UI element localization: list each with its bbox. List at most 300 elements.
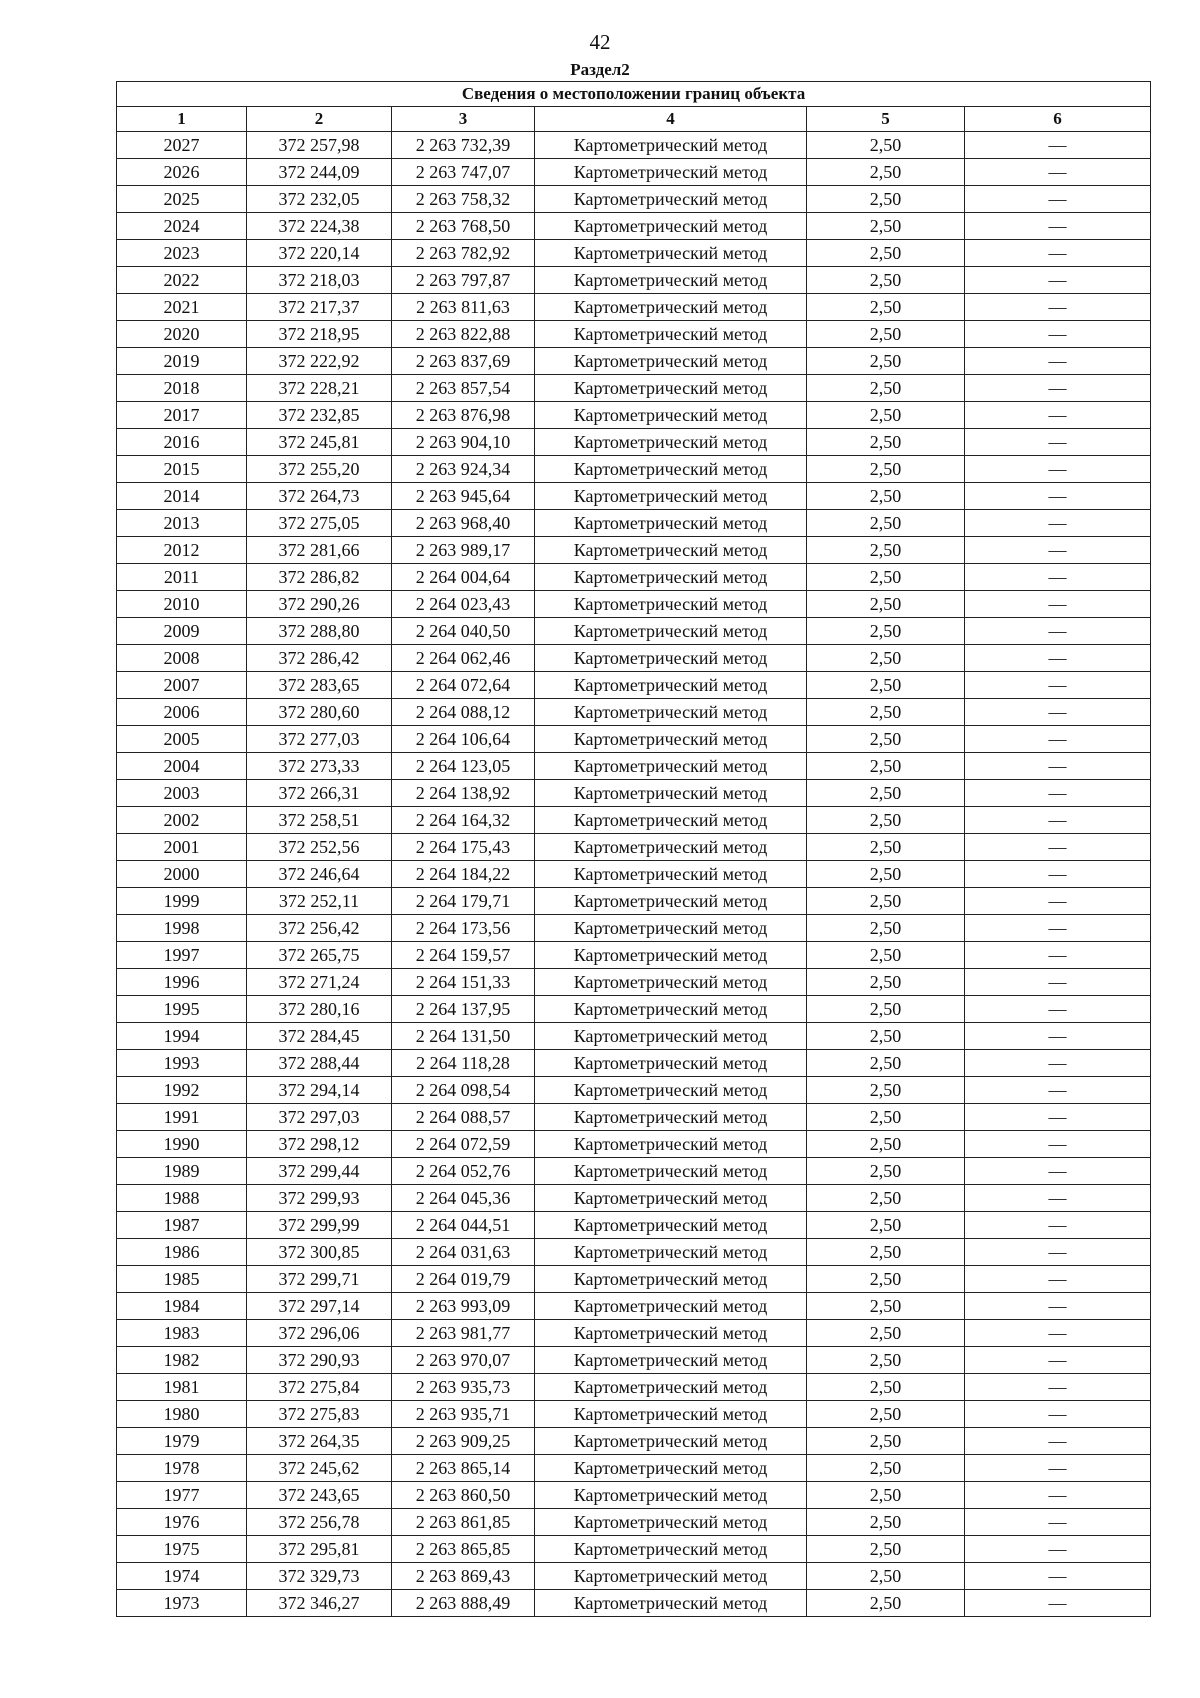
point-number-cell: 2022 bbox=[117, 267, 247, 294]
x-coordinate-cell: 372 244,09 bbox=[247, 159, 392, 186]
description-cell: — bbox=[965, 1536, 1151, 1563]
y-coordinate-cell: 2 263 857,54 bbox=[392, 375, 535, 402]
method-cell: Картометрический метод bbox=[535, 969, 807, 996]
boundary-coordinates-table bbox=[116, 81, 1151, 1617]
point-number-cell: 1987 bbox=[117, 1212, 247, 1239]
accuracy-cell: 2,50 bbox=[807, 1050, 965, 1077]
description-cell: — bbox=[965, 1158, 1151, 1185]
description-cell: — bbox=[965, 1212, 1151, 1239]
accuracy-cell: 2,50 bbox=[807, 294, 965, 321]
point-number-cell: 2015 bbox=[117, 456, 247, 483]
description-cell: — bbox=[965, 996, 1151, 1023]
table-row bbox=[117, 1239, 1151, 1266]
method-cell: Картометрический метод bbox=[535, 213, 807, 240]
x-coordinate-cell: 372 297,14 bbox=[247, 1293, 392, 1320]
method-cell: Картометрический метод bbox=[535, 132, 807, 159]
point-number-cell: 1988 bbox=[117, 1185, 247, 1212]
x-coordinate-cell: 372 290,26 bbox=[247, 591, 392, 618]
table-row bbox=[117, 1023, 1151, 1050]
accuracy-cell: 2,50 bbox=[807, 1158, 965, 1185]
description-cell: — bbox=[965, 1320, 1151, 1347]
point-number-cell: 2013 bbox=[117, 510, 247, 537]
description-cell: — bbox=[965, 726, 1151, 753]
table-row bbox=[117, 699, 1151, 726]
x-coordinate-cell: 372 243,65 bbox=[247, 1482, 392, 1509]
accuracy-cell: 2,50 bbox=[807, 1266, 965, 1293]
point-number-cell: 2011 bbox=[117, 564, 247, 591]
y-coordinate-cell: 2 264 098,54 bbox=[392, 1077, 535, 1104]
accuracy-cell: 2,50 bbox=[807, 456, 965, 483]
accuracy-cell: 2,50 bbox=[807, 402, 965, 429]
accuracy-cell: 2,50 bbox=[807, 510, 965, 537]
y-coordinate-cell: 2 263 888,49 bbox=[392, 1590, 535, 1617]
table-row bbox=[117, 1293, 1151, 1320]
y-coordinate-cell: 2 264 179,71 bbox=[392, 888, 535, 915]
method-cell: Картометрический метод bbox=[535, 483, 807, 510]
description-cell: — bbox=[965, 348, 1151, 375]
description-cell: — bbox=[965, 807, 1151, 834]
method-cell: Картометрический метод bbox=[535, 321, 807, 348]
point-number-cell: 1993 bbox=[117, 1050, 247, 1077]
x-coordinate-cell: 372 258,51 bbox=[247, 807, 392, 834]
x-coordinate-cell: 372 300,85 bbox=[247, 1239, 392, 1266]
point-number-cell: 2009 bbox=[117, 618, 247, 645]
accuracy-cell: 2,50 bbox=[807, 375, 965, 402]
accuracy-cell: 2,50 bbox=[807, 348, 965, 375]
y-coordinate-cell: 2 264 004,64 bbox=[392, 564, 535, 591]
description-cell: — bbox=[965, 1266, 1151, 1293]
description-cell: — bbox=[965, 1590, 1151, 1617]
table-row bbox=[117, 1050, 1151, 1077]
description-cell: — bbox=[965, 1050, 1151, 1077]
accuracy-cell: 2,50 bbox=[807, 942, 965, 969]
point-number-cell: 1980 bbox=[117, 1401, 247, 1428]
y-coordinate-cell: 2 264 184,22 bbox=[392, 861, 535, 888]
description-cell: — bbox=[965, 888, 1151, 915]
description-cell: — bbox=[965, 1563, 1151, 1590]
x-coordinate-cell: 372 277,03 bbox=[247, 726, 392, 753]
table-caption: Сведения о местоположении границ объекта bbox=[117, 82, 1151, 107]
y-coordinate-cell: 2 264 072,59 bbox=[392, 1131, 535, 1158]
method-cell: Картометрический метод bbox=[535, 1428, 807, 1455]
table-row bbox=[117, 780, 1151, 807]
x-coordinate-cell: 372 295,81 bbox=[247, 1536, 392, 1563]
method-cell: Картометрический метод bbox=[535, 429, 807, 456]
method-cell: Картометрический метод bbox=[535, 1455, 807, 1482]
x-coordinate-cell: 372 298,12 bbox=[247, 1131, 392, 1158]
table-row bbox=[117, 240, 1151, 267]
point-number-cell: 1992 bbox=[117, 1077, 247, 1104]
table-row bbox=[117, 888, 1151, 915]
point-number-cell: 1999 bbox=[117, 888, 247, 915]
description-cell: — bbox=[965, 456, 1151, 483]
description-cell: — bbox=[965, 1428, 1151, 1455]
point-number-cell: 2018 bbox=[117, 375, 247, 402]
x-coordinate-cell: 372 346,27 bbox=[247, 1590, 392, 1617]
table-row bbox=[117, 348, 1151, 375]
point-number-cell: 1974 bbox=[117, 1563, 247, 1590]
point-number-cell: 2006 bbox=[117, 699, 247, 726]
table-row bbox=[117, 807, 1151, 834]
point-number-cell: 1976 bbox=[117, 1509, 247, 1536]
x-coordinate-cell: 372 296,06 bbox=[247, 1320, 392, 1347]
table-row bbox=[117, 1563, 1151, 1590]
point-number-cell: 2019 bbox=[117, 348, 247, 375]
x-coordinate-cell: 372 280,16 bbox=[247, 996, 392, 1023]
x-coordinate-cell: 372 299,44 bbox=[247, 1158, 392, 1185]
method-cell: Картометрический метод bbox=[535, 510, 807, 537]
method-cell: Картометрический метод bbox=[535, 1104, 807, 1131]
table-row bbox=[117, 1455, 1151, 1482]
description-cell: — bbox=[965, 1185, 1151, 1212]
description-cell: — bbox=[965, 645, 1151, 672]
point-number-cell: 2005 bbox=[117, 726, 247, 753]
method-cell: Картометрический метод bbox=[535, 1023, 807, 1050]
description-cell: — bbox=[965, 186, 1151, 213]
method-cell: Картометрический метод bbox=[535, 1212, 807, 1239]
y-coordinate-cell: 2 264 031,63 bbox=[392, 1239, 535, 1266]
y-coordinate-cell: 2 263 981,77 bbox=[392, 1320, 535, 1347]
y-coordinate-cell: 2 263 758,32 bbox=[392, 186, 535, 213]
description-cell: — bbox=[965, 213, 1151, 240]
y-coordinate-cell: 2 263 865,85 bbox=[392, 1536, 535, 1563]
accuracy-cell: 2,50 bbox=[807, 1374, 965, 1401]
point-number-cell: 2014 bbox=[117, 483, 247, 510]
table-row bbox=[117, 861, 1151, 888]
accuracy-cell: 2,50 bbox=[807, 1023, 965, 1050]
x-coordinate-cell: 372 245,62 bbox=[247, 1455, 392, 1482]
point-number-cell: 2008 bbox=[117, 645, 247, 672]
x-coordinate-cell: 372 222,92 bbox=[247, 348, 392, 375]
description-cell: — bbox=[965, 1482, 1151, 1509]
description-cell: — bbox=[965, 1509, 1151, 1536]
x-coordinate-cell: 372 256,42 bbox=[247, 915, 392, 942]
method-cell: Картометрический метод bbox=[535, 1374, 807, 1401]
y-coordinate-cell: 2 264 159,57 bbox=[392, 942, 535, 969]
y-coordinate-cell: 2 263 968,40 bbox=[392, 510, 535, 537]
method-cell: Картометрический метод bbox=[535, 1158, 807, 1185]
point-number-cell: 1995 bbox=[117, 996, 247, 1023]
table-row bbox=[117, 1158, 1151, 1185]
x-coordinate-cell: 372 275,05 bbox=[247, 510, 392, 537]
table-body bbox=[117, 132, 1151, 1617]
point-number-cell: 1981 bbox=[117, 1374, 247, 1401]
description-cell: — bbox=[965, 618, 1151, 645]
accuracy-cell: 2,50 bbox=[807, 1131, 965, 1158]
accuracy-cell: 2,50 bbox=[807, 915, 965, 942]
accuracy-cell: 2,50 bbox=[807, 1509, 965, 1536]
method-cell: Картометрический метод bbox=[535, 375, 807, 402]
point-number-cell: 2017 bbox=[117, 402, 247, 429]
table-row bbox=[117, 1212, 1151, 1239]
table-row bbox=[117, 1320, 1151, 1347]
x-coordinate-cell: 372 271,24 bbox=[247, 969, 392, 996]
accuracy-cell: 2,50 bbox=[807, 1347, 965, 1374]
accuracy-cell: 2,50 bbox=[807, 645, 965, 672]
y-coordinate-cell: 2 264 045,36 bbox=[392, 1185, 535, 1212]
y-coordinate-cell: 2 263 768,50 bbox=[392, 213, 535, 240]
y-coordinate-cell: 2 263 822,88 bbox=[392, 321, 535, 348]
table-row bbox=[117, 1536, 1151, 1563]
x-coordinate-cell: 372 264,73 bbox=[247, 483, 392, 510]
method-cell: Картометрический метод bbox=[535, 1482, 807, 1509]
method-cell: Картометрический метод bbox=[535, 1239, 807, 1266]
point-number-cell: 2003 bbox=[117, 780, 247, 807]
point-number-cell: 1990 bbox=[117, 1131, 247, 1158]
accuracy-cell: 2,50 bbox=[807, 1212, 965, 1239]
table-row bbox=[117, 132, 1151, 159]
accuracy-cell: 2,50 bbox=[807, 969, 965, 996]
description-cell: — bbox=[965, 591, 1151, 618]
column-number-row bbox=[117, 107, 1151, 132]
point-number-cell: 1979 bbox=[117, 1428, 247, 1455]
accuracy-cell: 2,50 bbox=[807, 1536, 965, 1563]
table-row bbox=[117, 1590, 1151, 1617]
point-number-cell: 2023 bbox=[117, 240, 247, 267]
accuracy-cell: 2,50 bbox=[807, 1563, 965, 1590]
table-row bbox=[117, 213, 1151, 240]
x-coordinate-cell: 372 273,33 bbox=[247, 753, 392, 780]
method-cell: Картометрический метод bbox=[535, 1563, 807, 1590]
table-row bbox=[117, 996, 1151, 1023]
accuracy-cell: 2,50 bbox=[807, 672, 965, 699]
method-cell: Картометрический метод bbox=[535, 753, 807, 780]
x-coordinate-cell: 372 232,05 bbox=[247, 186, 392, 213]
y-coordinate-cell: 2 264 137,95 bbox=[392, 996, 535, 1023]
method-cell: Картометрический метод bbox=[535, 618, 807, 645]
point-number-cell: 2007 bbox=[117, 672, 247, 699]
y-coordinate-cell: 2 264 052,76 bbox=[392, 1158, 535, 1185]
method-cell: Картометрический метод bbox=[535, 1590, 807, 1617]
point-number-cell: 1985 bbox=[117, 1266, 247, 1293]
x-coordinate-cell: 372 290,93 bbox=[247, 1347, 392, 1374]
method-cell: Картометрический метод bbox=[535, 1077, 807, 1104]
method-cell: Картометрический метод bbox=[535, 807, 807, 834]
description-cell: — bbox=[965, 429, 1151, 456]
method-cell: Картометрический метод bbox=[535, 456, 807, 483]
description-cell: — bbox=[965, 1104, 1151, 1131]
point-number-cell: 1994 bbox=[117, 1023, 247, 1050]
y-coordinate-cell: 2 264 088,57 bbox=[392, 1104, 535, 1131]
method-cell: Картометрический метод bbox=[535, 564, 807, 591]
y-coordinate-cell: 2 264 088,12 bbox=[392, 699, 535, 726]
method-cell: Картометрический метод bbox=[535, 1293, 807, 1320]
y-coordinate-cell: 2 263 797,87 bbox=[392, 267, 535, 294]
point-number-cell: 2016 bbox=[117, 429, 247, 456]
table-row bbox=[117, 429, 1151, 456]
x-coordinate-cell: 372 283,65 bbox=[247, 672, 392, 699]
x-coordinate-cell: 372 275,84 bbox=[247, 1374, 392, 1401]
method-cell: Картометрический метод bbox=[535, 834, 807, 861]
accuracy-cell: 2,50 bbox=[807, 1401, 965, 1428]
method-cell: Картометрический метод bbox=[535, 1266, 807, 1293]
table-row bbox=[117, 537, 1151, 564]
accuracy-cell: 2,50 bbox=[807, 618, 965, 645]
y-coordinate-cell: 2 263 732,39 bbox=[392, 132, 535, 159]
description-cell: — bbox=[965, 294, 1151, 321]
y-coordinate-cell: 2 264 023,43 bbox=[392, 591, 535, 618]
method-cell: Картометрический метод bbox=[535, 1401, 807, 1428]
method-cell: Картометрический метод bbox=[535, 726, 807, 753]
method-cell: Картометрический метод bbox=[535, 186, 807, 213]
method-cell: Картометрический метод bbox=[535, 1131, 807, 1158]
method-cell: Картометрический метод bbox=[535, 888, 807, 915]
x-coordinate-cell: 372 245,81 bbox=[247, 429, 392, 456]
y-coordinate-cell: 2 264 062,46 bbox=[392, 645, 535, 672]
y-coordinate-cell: 2 264 118,28 bbox=[392, 1050, 535, 1077]
table-row bbox=[117, 1077, 1151, 1104]
accuracy-cell: 2,50 bbox=[807, 1428, 965, 1455]
point-number-cell: 1984 bbox=[117, 1293, 247, 1320]
table-row bbox=[117, 456, 1151, 483]
point-number-cell: 2010 bbox=[117, 591, 247, 618]
point-number-cell: 2024 bbox=[117, 213, 247, 240]
accuracy-cell: 2,50 bbox=[807, 1482, 965, 1509]
description-cell: — bbox=[965, 1131, 1151, 1158]
section-title: Раздел2 bbox=[570, 60, 630, 79]
point-number-cell: 2025 bbox=[117, 186, 247, 213]
description-cell: — bbox=[965, 942, 1151, 969]
x-coordinate-cell: 372 329,73 bbox=[247, 1563, 392, 1590]
column-number: 6 bbox=[965, 107, 1151, 132]
description-cell: — bbox=[965, 483, 1151, 510]
description-cell: — bbox=[965, 1347, 1151, 1374]
x-coordinate-cell: 372 218,03 bbox=[247, 267, 392, 294]
x-coordinate-cell: 372 252,11 bbox=[247, 888, 392, 915]
table-row bbox=[117, 1482, 1151, 1509]
description-cell: — bbox=[965, 159, 1151, 186]
x-coordinate-cell: 372 265,75 bbox=[247, 942, 392, 969]
x-coordinate-cell: 372 286,82 bbox=[247, 564, 392, 591]
accuracy-cell: 2,50 bbox=[807, 159, 965, 186]
description-cell: — bbox=[965, 699, 1151, 726]
method-cell: Картометрический метод bbox=[535, 1320, 807, 1347]
point-number-cell: 1986 bbox=[117, 1239, 247, 1266]
table-row bbox=[117, 942, 1151, 969]
point-number-cell: 1997 bbox=[117, 942, 247, 969]
description-cell: — bbox=[965, 240, 1151, 267]
table-row bbox=[117, 1428, 1151, 1455]
y-coordinate-cell: 2 263 935,71 bbox=[392, 1401, 535, 1428]
x-coordinate-cell: 372 218,95 bbox=[247, 321, 392, 348]
x-coordinate-cell: 372 228,21 bbox=[247, 375, 392, 402]
x-coordinate-cell: 372 256,78 bbox=[247, 1509, 392, 1536]
point-number-cell: 2026 bbox=[117, 159, 247, 186]
point-number-cell: 1991 bbox=[117, 1104, 247, 1131]
method-cell: Картометрический метод bbox=[535, 942, 807, 969]
y-coordinate-cell: 2 264 173,56 bbox=[392, 915, 535, 942]
y-coordinate-cell: 2 264 175,43 bbox=[392, 834, 535, 861]
x-coordinate-cell: 372 299,71 bbox=[247, 1266, 392, 1293]
x-coordinate-cell: 372 275,83 bbox=[247, 1401, 392, 1428]
point-number-cell: 2021 bbox=[117, 294, 247, 321]
accuracy-cell: 2,50 bbox=[807, 321, 965, 348]
point-number-cell: 1975 bbox=[117, 1536, 247, 1563]
y-coordinate-cell: 2 263 861,85 bbox=[392, 1509, 535, 1536]
method-cell: Картометрический метод bbox=[535, 861, 807, 888]
accuracy-cell: 2,50 bbox=[807, 834, 965, 861]
y-coordinate-cell: 2 264 072,64 bbox=[392, 672, 535, 699]
method-cell: Картометрический метод bbox=[535, 1050, 807, 1077]
y-coordinate-cell: 2 264 151,33 bbox=[392, 969, 535, 996]
method-cell: Картометрический метод bbox=[535, 645, 807, 672]
description-cell: — bbox=[965, 402, 1151, 429]
description-cell: — bbox=[965, 1401, 1151, 1428]
y-coordinate-cell: 2 263 909,25 bbox=[392, 1428, 535, 1455]
description-cell: — bbox=[965, 861, 1151, 888]
accuracy-cell: 2,50 bbox=[807, 1590, 965, 1617]
column-number: 4 bbox=[535, 107, 807, 132]
description-cell: — bbox=[965, 915, 1151, 942]
table-row bbox=[117, 483, 1151, 510]
method-cell: Картометрический метод bbox=[535, 537, 807, 564]
y-coordinate-cell: 2 263 860,50 bbox=[392, 1482, 535, 1509]
method-cell: Картометрический метод bbox=[535, 267, 807, 294]
method-cell: Картометрический метод bbox=[535, 159, 807, 186]
column-number: 2 bbox=[247, 107, 392, 132]
x-coordinate-cell: 372 288,44 bbox=[247, 1050, 392, 1077]
description-cell: — bbox=[965, 537, 1151, 564]
table-row bbox=[117, 294, 1151, 321]
point-number-cell: 2027 bbox=[117, 132, 247, 159]
y-coordinate-cell: 2 263 924,34 bbox=[392, 456, 535, 483]
point-number-cell: 1996 bbox=[117, 969, 247, 996]
accuracy-cell: 2,50 bbox=[807, 726, 965, 753]
accuracy-cell: 2,50 bbox=[807, 564, 965, 591]
description-cell: — bbox=[965, 132, 1151, 159]
y-coordinate-cell: 2 263 970,07 bbox=[392, 1347, 535, 1374]
y-coordinate-cell: 2 263 811,63 bbox=[392, 294, 535, 321]
description-cell: — bbox=[965, 375, 1151, 402]
page-number: 42 bbox=[589, 30, 611, 54]
table-row bbox=[117, 402, 1151, 429]
accuracy-cell: 2,50 bbox=[807, 1077, 965, 1104]
table-row bbox=[117, 1347, 1151, 1374]
accuracy-cell: 2,50 bbox=[807, 1185, 965, 1212]
accuracy-cell: 2,50 bbox=[807, 429, 965, 456]
x-coordinate-cell: 372 286,42 bbox=[247, 645, 392, 672]
table-row bbox=[117, 1509, 1151, 1536]
method-cell: Картометрический метод bbox=[535, 1509, 807, 1536]
description-cell: — bbox=[965, 1455, 1151, 1482]
table-row bbox=[117, 267, 1151, 294]
description-cell: — bbox=[965, 672, 1151, 699]
x-coordinate-cell: 372 232,85 bbox=[247, 402, 392, 429]
x-coordinate-cell: 372 257,98 bbox=[247, 132, 392, 159]
accuracy-cell: 2,50 bbox=[807, 1293, 965, 1320]
y-coordinate-cell: 2 263 876,98 bbox=[392, 402, 535, 429]
accuracy-cell: 2,50 bbox=[807, 780, 965, 807]
method-cell: Картометрический метод bbox=[535, 402, 807, 429]
x-coordinate-cell: 372 280,60 bbox=[247, 699, 392, 726]
accuracy-cell: 2,50 bbox=[807, 240, 965, 267]
table-row bbox=[117, 1185, 1151, 1212]
method-cell: Картометрический метод bbox=[535, 996, 807, 1023]
description-cell: — bbox=[965, 753, 1151, 780]
table-row bbox=[117, 753, 1151, 780]
table-row bbox=[117, 375, 1151, 402]
accuracy-cell: 2,50 bbox=[807, 132, 965, 159]
column-number: 1 bbox=[117, 107, 247, 132]
x-coordinate-cell: 372 294,14 bbox=[247, 1077, 392, 1104]
table-row bbox=[117, 321, 1151, 348]
description-cell: — bbox=[965, 1023, 1151, 1050]
accuracy-cell: 2,50 bbox=[807, 1239, 965, 1266]
description-cell: — bbox=[965, 564, 1151, 591]
x-coordinate-cell: 372 266,31 bbox=[247, 780, 392, 807]
point-number-cell: 1982 bbox=[117, 1347, 247, 1374]
method-cell: Картометрический метод bbox=[535, 915, 807, 942]
